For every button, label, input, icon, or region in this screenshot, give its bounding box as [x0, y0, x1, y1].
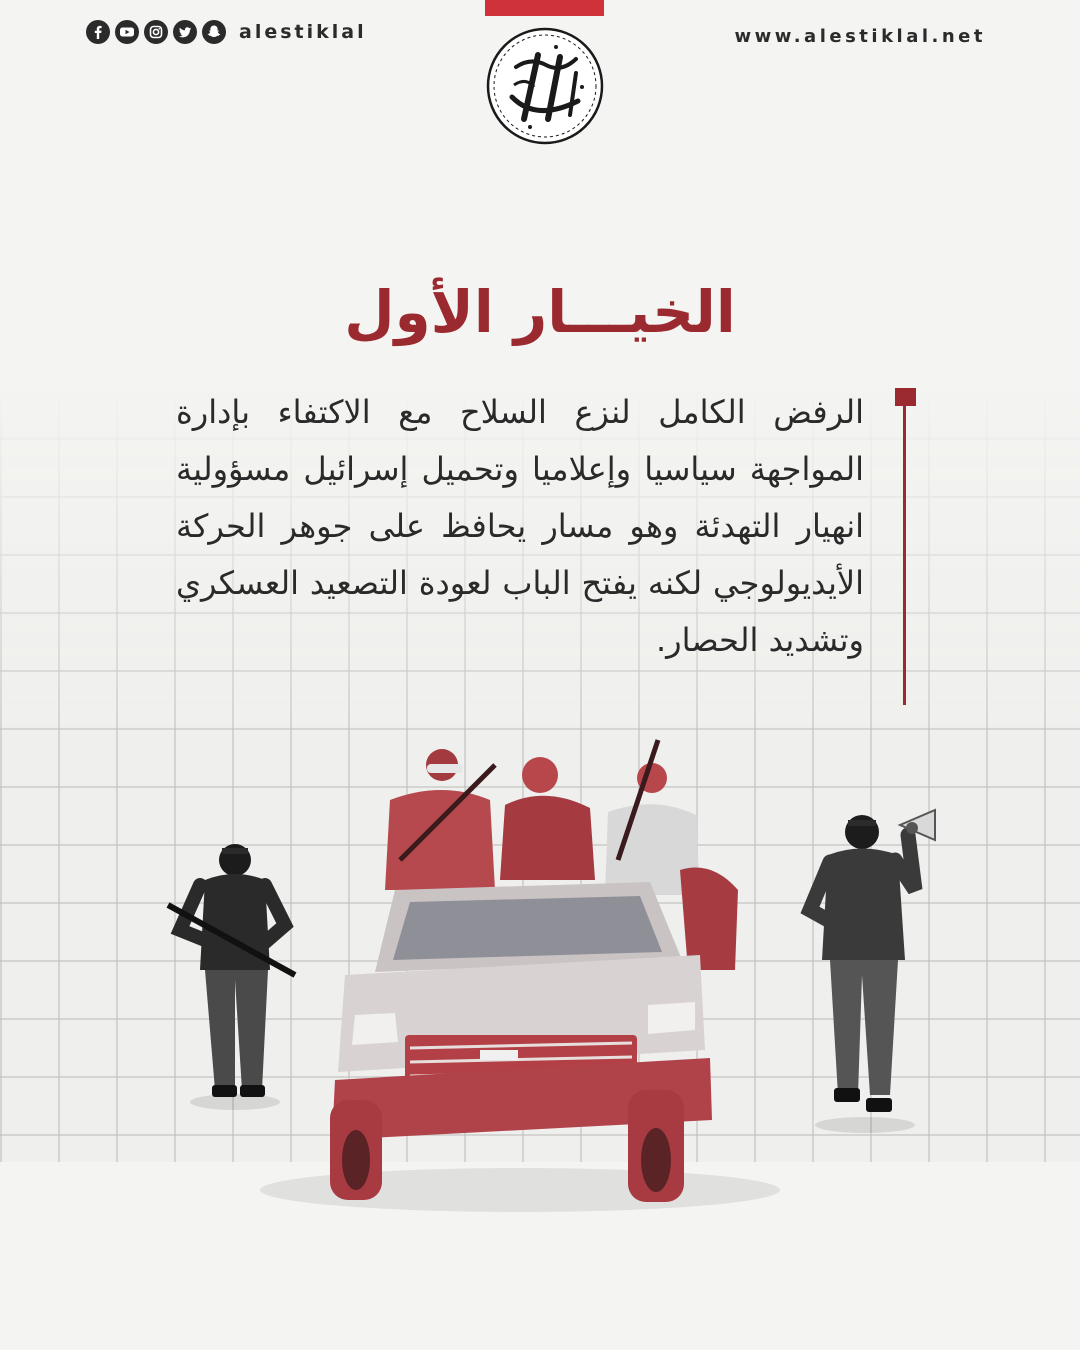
website-url[interactable]: www.alestiklal.net — [734, 26, 986, 47]
youtube-icon[interactable] — [115, 20, 139, 44]
left-fighter-figure — [168, 844, 295, 1097]
pickup-truck — [330, 882, 712, 1202]
facebook-icon[interactable] — [86, 20, 110, 44]
instagram-icon[interactable] — [144, 20, 168, 44]
accent-line — [903, 400, 906, 705]
alestiklal-logo — [486, 27, 604, 145]
top-accent-bar — [485, 0, 604, 16]
section-title: الخيـــار الأول — [344, 278, 736, 346]
social-links — [86, 20, 367, 44]
social-handle[interactable]: alestiklal — [239, 21, 367, 43]
snapchat-icon[interactable] — [202, 20, 226, 44]
militants-truck-image — [0, 720, 1080, 1220]
body-paragraph: الرفض الكامل لنزع السلاح مع الاكتفاء بإدارة المواجهة سياسيا وإعلاميا وتحميل إسرائيل مسؤولية انهيار التهدئة وهو مسار يحافظ على جوهر الحركة الأيديولوجي لكنه يفتح الباب لعودة التصعيد العسكري وتشديد الحصار. — [176, 393, 864, 659]
twitter-icon[interactable] — [173, 20, 197, 44]
right-fighter-figure — [810, 810, 935, 1112]
